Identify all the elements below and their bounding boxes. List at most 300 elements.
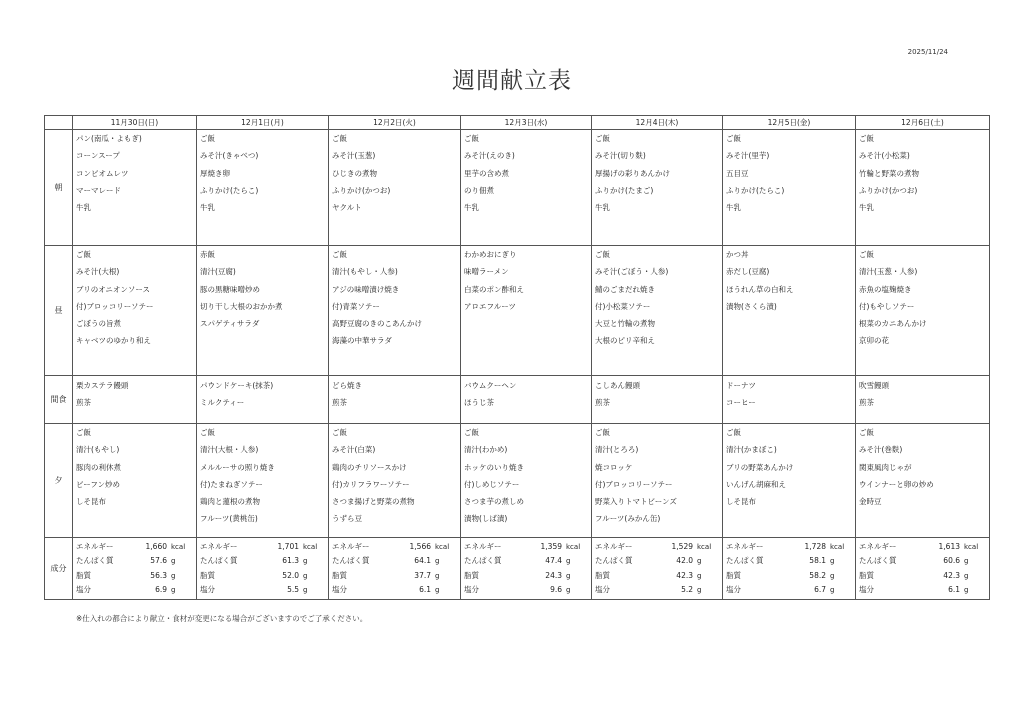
- dish-item: ビーフン炒め: [76, 479, 121, 489]
- dish-item: ほうれん草の白和え: [726, 284, 794, 294]
- dish-item: 厚揚げの彩りあんかけ: [595, 168, 670, 178]
- dish-item: みそ汁(えのき): [464, 151, 515, 161]
- nutrient-protein: [76, 554, 193, 568]
- dish-item: フルーツ(みかん缶): [595, 514, 661, 524]
- dish-item: 赤だし(豆腐): [726, 267, 770, 277]
- nutrient-value: 1,613: [938, 542, 960, 551]
- dish-item: ご飯: [859, 250, 874, 259]
- dish-item: ご飯: [76, 250, 91, 259]
- dish-item: ヤクルト: [332, 203, 362, 213]
- nutrient-unit: g: [830, 557, 835, 566]
- nutrient-fat: [726, 569, 852, 583]
- dish-item: ご飯: [200, 134, 215, 143]
- page-title: 週間献立表: [452, 68, 572, 94]
- dish-item: ふりかけ(かつお): [859, 185, 918, 195]
- nutrient-name: 塩分: [464, 584, 479, 594]
- dish-item: 清汁(かまぼこ): [726, 445, 777, 455]
- nutrient-unit: kcal: [964, 543, 979, 551]
- dish-item: いんげん胡麻和え: [726, 479, 786, 489]
- nutrient-value: 5.2: [681, 584, 693, 594]
- nutrient-salt: [332, 583, 457, 597]
- dish-item: 牛乳: [859, 203, 874, 213]
- dish-item: ブリの野菜あんかけ: [726, 462, 794, 472]
- nutrient-energy: [464, 540, 588, 554]
- nutrient-value: 24.3: [545, 570, 562, 580]
- nutrient-unit: g: [171, 557, 176, 566]
- dish-item: ご飯: [859, 428, 874, 437]
- dish-item: うずら豆: [332, 514, 362, 524]
- nutrient-value: 52.0: [282, 570, 299, 580]
- menu-cell: [592, 130, 723, 246]
- dish-item: 漬物(さくら漬): [726, 301, 777, 311]
- nutrient-value: 1,566: [409, 542, 431, 551]
- dish-item: ご飯: [332, 428, 347, 437]
- nutrition-cell: [73, 538, 197, 600]
- nutrient-value: 60.6: [943, 556, 960, 566]
- day-header: 12月5日(金): [723, 116, 856, 130]
- nutrient-name: 脂質: [859, 570, 874, 580]
- nutrient-unit: kcal: [697, 543, 712, 551]
- dish-list: [856, 246, 989, 351]
- dish-item: 牛乳: [464, 203, 479, 213]
- menu-cell: [197, 424, 329, 538]
- nutrient-name: エネルギー: [332, 542, 370, 551]
- dish-item: 鶏肉と蓮根の煮物: [200, 497, 260, 507]
- dish-item: スパゲティサラダ: [200, 319, 260, 329]
- dish-item: 豚肉の利休煮: [76, 462, 121, 472]
- menu-cell: [723, 130, 856, 246]
- menu-cell: [329, 130, 461, 246]
- dish-list: [856, 424, 989, 511]
- dish-item: 牛乳: [595, 203, 610, 213]
- dinner-row: [45, 424, 990, 538]
- dish-item: どら焼き: [332, 381, 362, 390]
- dish-item: フルーツ(黄桃缶): [200, 514, 258, 524]
- nutrient-unit: kcal: [171, 543, 186, 551]
- nutrient-unit: g: [964, 585, 969, 594]
- nutrient-name: たんぱく質: [200, 556, 238, 566]
- nutrient-energy: [332, 540, 457, 554]
- dish-item: ミルクティー: [200, 398, 245, 408]
- dish-item: メルルーサの照り焼き: [200, 462, 275, 472]
- nutrient-value: 57.6: [150, 556, 167, 566]
- menu-cell: [329, 424, 461, 538]
- nutrient-name: エネルギー: [859, 542, 897, 551]
- nutrient-unit: g: [566, 571, 571, 580]
- dish-item: ブリのオニオンソース: [76, 284, 151, 294]
- dish-item: 清汁(もやし・人参): [332, 267, 398, 277]
- dish-item: 漬物(しば漬): [464, 514, 508, 524]
- dish-item: 根菜のカニあんかけ: [859, 319, 927, 329]
- dish-item: パン(南瓜・よもぎ): [76, 134, 142, 143]
- nutrient-unit: g: [303, 557, 308, 566]
- dish-item: のり佃煮: [464, 185, 494, 195]
- nutrient-name: 塩分: [200, 584, 215, 594]
- nutrient-unit: g: [171, 571, 176, 580]
- nutrient-protein: [332, 554, 457, 568]
- nutrient-name: エネルギー: [595, 542, 633, 551]
- weekly-menu-table: [44, 115, 990, 600]
- menu-cell: [73, 130, 197, 246]
- menu-cell: [197, 130, 329, 246]
- nutrient-salt: [76, 583, 193, 597]
- dish-item: ご飯: [332, 250, 347, 259]
- nutrient-value: 58.2: [809, 570, 826, 580]
- dish-item: 付)カリフラワーソテー: [332, 479, 410, 489]
- dish-item: 白菜のポン酢和え: [464, 284, 524, 294]
- nutrient-fat: [595, 569, 719, 583]
- nutrient-value: 58.1: [809, 556, 826, 566]
- nutrition-cell: [723, 538, 856, 600]
- dish-item: 牛乳: [200, 203, 215, 213]
- nutrient-name: 塩分: [76, 584, 91, 594]
- nutrition-cell: [329, 538, 461, 600]
- dish-item: 厚焼き卵: [200, 168, 230, 178]
- nutrient-protein: [726, 554, 852, 568]
- dish-list: [329, 376, 460, 413]
- nutrient-value: 42.3: [943, 570, 960, 580]
- dish-item: ドーナツ: [726, 381, 756, 390]
- nutrient-protein: [595, 554, 719, 568]
- nutrient-value: 42.3: [676, 570, 693, 580]
- nutrient-fat: [332, 569, 457, 583]
- dish-item: ごぼうの旨煮: [76, 319, 121, 329]
- nutrient-value: 1,529: [671, 542, 693, 551]
- dish-item: 煎茶: [859, 398, 874, 408]
- lunch-row: [45, 246, 990, 376]
- menu-cell: [592, 424, 723, 538]
- nutrient-unit: g: [830, 585, 835, 594]
- dish-item: コンビオムレツ: [76, 168, 129, 178]
- nutrient-value: 42.0: [676, 556, 693, 566]
- nutrient-value: 6.7: [814, 584, 826, 594]
- dish-item: パウンドケーキ(抹茶): [200, 381, 274, 390]
- dish-item: ご飯: [595, 428, 610, 437]
- dish-item: かつ丼: [726, 250, 749, 259]
- nutrient-unit: g: [303, 571, 308, 580]
- nutrient-name: たんぱく質: [464, 556, 502, 566]
- dish-item: ご飯: [595, 134, 610, 143]
- issue-date: 2025/11/24: [907, 48, 948, 56]
- dish-item: 赤飯: [200, 250, 215, 259]
- dish-item: 京卯の花: [859, 336, 889, 346]
- nutrient-unit: g: [303, 585, 308, 594]
- dish-list: [329, 130, 460, 217]
- dish-list: [592, 424, 722, 529]
- dish-item: 清汁(豆腐): [200, 267, 236, 277]
- dish-list: [723, 376, 855, 413]
- nutrient-value: 6.1: [948, 584, 960, 594]
- dish-item: 里芋の含め煮: [464, 168, 509, 178]
- nutrient-name: 脂質: [200, 570, 215, 580]
- nutrient-value: 47.4: [545, 556, 562, 566]
- dish-item: みそ汁(大根): [76, 267, 120, 277]
- dish-item: 関東風肉じゃが: [859, 462, 912, 472]
- nutrition-cell: [197, 538, 329, 600]
- dish-item: 赤魚の塩麹焼き: [859, 284, 912, 294]
- nutrient-salt: [595, 583, 719, 597]
- dish-item: 清汁(大根・人参): [200, 445, 259, 455]
- nutrient-name: 塩分: [726, 584, 741, 594]
- menu-cell: [73, 246, 197, 376]
- dish-item: ご飯: [595, 250, 610, 259]
- menu-cell: [73, 376, 197, 424]
- dish-item: 焼コロッケ: [595, 462, 633, 472]
- dish-item: 味噌ラーメン: [464, 267, 509, 277]
- dish-list: [73, 376, 196, 413]
- dish-item: 付)もやしソテー: [859, 301, 915, 311]
- nutrient-unit: g: [697, 557, 702, 566]
- nutrient-value: 64.1: [414, 556, 431, 566]
- dish-item: 付)ブロッコリーソテー: [595, 479, 673, 489]
- nutrient-fat: [200, 569, 325, 583]
- menu-cell: [197, 376, 329, 424]
- dish-item: ご飯: [859, 134, 874, 143]
- dish-item: ふりかけ(かつお): [332, 185, 391, 195]
- dish-item: バウムクーヘン: [464, 381, 517, 390]
- dish-item: 栗カステラ饅頭: [76, 381, 129, 390]
- menu-cell: [723, 376, 856, 424]
- nutrient-name: たんぱく質: [595, 556, 633, 566]
- nutrient-salt: [726, 583, 852, 597]
- day-header: 12月4日(木): [592, 116, 723, 130]
- dish-list: [461, 424, 591, 529]
- dish-item: 煎茶: [76, 398, 91, 408]
- dish-item: ご飯: [726, 134, 741, 143]
- dish-item: ご飯: [200, 428, 215, 437]
- dish-item: みそ汁(切り麩): [595, 151, 646, 161]
- dish-item: 金時豆: [859, 497, 882, 507]
- nutrient-salt: [200, 583, 325, 597]
- dish-item: コーヒー: [726, 398, 756, 408]
- dish-item: 大豆と竹輪の煮物: [595, 319, 655, 329]
- nutrient-unit: g: [435, 557, 440, 566]
- dish-item: さつま芋の煮しめ: [464, 497, 524, 507]
- dish-item: ホッケのいり焼き: [464, 462, 524, 472]
- dish-item: マーマレード: [76, 185, 121, 195]
- dish-item: みそ汁(白菜): [332, 445, 376, 455]
- dish-item: 野菜入りトマトビーンズ: [595, 497, 677, 507]
- footer-note: ※仕入れの都合により献立・食材が変更になる場合がございますのでご了承ください。: [76, 614, 368, 623]
- nutrient-name: 脂質: [76, 570, 91, 580]
- nutrient-energy: [859, 540, 986, 554]
- dish-item: ほうじ茶: [464, 398, 494, 408]
- menu-cell: [856, 376, 990, 424]
- dish-list: [723, 246, 855, 316]
- dish-list: [592, 246, 722, 351]
- dish-item: 竹輪と野菜の煮物: [859, 168, 919, 178]
- dish-item: 牛乳: [726, 203, 741, 213]
- dish-item: 吹雪饅頭: [859, 381, 889, 390]
- nutrient-unit: g: [171, 585, 176, 594]
- nutrient-unit: g: [830, 571, 835, 580]
- dish-item: 煎茶: [332, 398, 347, 408]
- nutrient-name: エネルギー: [76, 542, 114, 551]
- dish-list: [856, 376, 989, 413]
- dish-list: [73, 130, 196, 217]
- dish-item: ひじきの煮物: [332, 168, 377, 178]
- header-row: [45, 116, 990, 130]
- nutrient-unit: g: [435, 571, 440, 580]
- day-header: 12月1日(月): [197, 116, 329, 130]
- nutrient-name: たんぱく質: [76, 556, 114, 566]
- dish-list: [856, 130, 989, 217]
- dish-item: 大根のピリ辛和え: [595, 336, 655, 346]
- dish-item: 付)青菜ソテー: [332, 301, 380, 311]
- dish-item: こしあん饅頭: [595, 381, 640, 390]
- nutrient-value: 5.5: [287, 584, 299, 594]
- menu-cell: [856, 424, 990, 538]
- menu-cell: [856, 246, 990, 376]
- dish-item: みそ汁(小松菜): [859, 151, 910, 161]
- nutrient-unit: g: [964, 571, 969, 580]
- dish-item: 鯖のごまだれ焼き: [595, 284, 655, 294]
- nutrient-energy: [726, 540, 852, 554]
- dish-item: 鶏肉のチリソースかけ: [332, 462, 407, 472]
- nutrient-energy: [76, 540, 193, 554]
- nutrition-row: [45, 538, 990, 600]
- nutrient-value: 1,701: [277, 542, 299, 551]
- dish-item: 牛乳: [76, 203, 91, 213]
- menu-cell: [723, 246, 856, 376]
- dish-item: 清汁(わかめ): [464, 445, 508, 455]
- dish-list: [592, 130, 722, 217]
- dish-item: ふりかけ(たらこ): [200, 185, 259, 195]
- nutrient-name: 塩分: [595, 584, 610, 594]
- snack-row: [45, 376, 990, 424]
- meal-label: 間食: [45, 376, 73, 424]
- nutrient-protein: [464, 554, 588, 568]
- nutrient-energy: [200, 540, 325, 554]
- dish-item: 豚の黒糖味噌炒め: [200, 284, 260, 294]
- dish-item: みそ汁(巻麩): [859, 445, 903, 455]
- meal-label: 昼: [45, 246, 73, 376]
- dish-list: [723, 130, 855, 217]
- dish-list: [461, 130, 591, 217]
- nutrient-unit: kcal: [566, 543, 581, 551]
- dish-item: コーンスープ: [76, 151, 120, 161]
- dish-list: [329, 424, 460, 529]
- dish-item: 付)たまねぎソテー: [200, 479, 263, 489]
- nutrient-protein: [200, 554, 325, 568]
- dish-item: 付)しめじソテー: [464, 479, 520, 489]
- dish-item: 切り干し大根のおかか煮: [200, 301, 283, 311]
- breakfast-row: [45, 130, 990, 246]
- dish-item: 清汁(玉葱・人参): [859, 267, 918, 277]
- nutrition-label: 成分: [45, 538, 73, 600]
- menu-cell: [329, 376, 461, 424]
- nutrient-unit: g: [697, 571, 702, 580]
- dish-item: キャベツのゆかり和え: [76, 336, 151, 346]
- dish-list: [73, 246, 196, 351]
- nutrient-fat: [859, 569, 986, 583]
- nutrient-name: 塩分: [332, 584, 347, 594]
- dish-list: [461, 246, 591, 316]
- nutrient-unit: g: [566, 557, 571, 566]
- menu-cell: [461, 424, 592, 538]
- dish-item: アロエフルーツ: [464, 301, 516, 311]
- menu-cell: [461, 376, 592, 424]
- dish-list: [197, 424, 328, 529]
- nutrient-unit: kcal: [435, 543, 450, 551]
- nutrient-value: 1,728: [804, 542, 826, 551]
- nutrient-unit: g: [697, 585, 702, 594]
- meal-label: 夕: [45, 424, 73, 538]
- nutrient-value: 6.1: [419, 584, 431, 594]
- menu-cell: [197, 246, 329, 376]
- menu-cell: [856, 130, 990, 246]
- dish-list: [592, 376, 722, 413]
- dish-list: [723, 424, 855, 511]
- nutrient-value: 1,359: [540, 542, 562, 551]
- dish-item: さつま揚げと野菜の煮物: [332, 497, 415, 507]
- dish-item: 付)ブロッコリーソテー: [76, 301, 154, 311]
- nutrient-value: 6.9: [155, 584, 167, 594]
- dish-list: [197, 130, 328, 217]
- nutrient-name: エネルギー: [726, 542, 764, 551]
- day-header: 11月30日(日): [73, 116, 197, 130]
- day-header: 12月3日(水): [461, 116, 592, 130]
- nutrient-value: 61.3: [282, 556, 299, 566]
- nutrient-name: 脂質: [464, 570, 479, 580]
- nutrient-protein: [859, 554, 986, 568]
- dish-item: 清汁(もやし): [76, 445, 120, 455]
- nutrient-salt: [464, 583, 588, 597]
- dish-item: しそ昆布: [726, 497, 756, 507]
- nutrition-cell: [461, 538, 592, 600]
- nutrient-fat: [464, 569, 588, 583]
- nutrition-cell: [592, 538, 723, 600]
- nutrient-energy: [595, 540, 719, 554]
- dish-item: ご飯: [464, 134, 479, 143]
- meal-label: 朝: [45, 130, 73, 246]
- menu-cell: [592, 246, 723, 376]
- menu-cell: [461, 246, 592, 376]
- nutrient-unit: g: [435, 585, 440, 594]
- nutrient-name: たんぱく質: [332, 556, 370, 566]
- nutrient-unit: kcal: [303, 543, 318, 551]
- dish-item: みそ汁(里芋): [726, 151, 770, 161]
- menu-cell: [723, 424, 856, 538]
- dish-item: わかめおにぎり: [464, 250, 517, 259]
- dish-item: 煎茶: [595, 398, 610, 408]
- dish-item: みそ汁(ごぼう・人参): [595, 267, 669, 277]
- nutrient-unit: g: [566, 585, 571, 594]
- nutrient-value: 9.6: [550, 584, 562, 594]
- dish-item: しそ昆布: [76, 497, 106, 507]
- dish-item: ご飯: [332, 134, 347, 143]
- dish-item: ご飯: [464, 428, 479, 437]
- dish-item: みそ汁(玉葱): [332, 151, 376, 161]
- nutrient-name: 塩分: [859, 584, 874, 594]
- nutrient-name: たんぱく質: [859, 556, 897, 566]
- dish-item: みそ汁(きゃべつ): [200, 151, 259, 161]
- day-header: 12月6日(土): [856, 116, 990, 130]
- menu-cell: [592, 376, 723, 424]
- dish-item: 海藻の中華サラダ: [332, 336, 392, 346]
- dish-list: [197, 246, 328, 333]
- nutrient-name: 脂質: [332, 570, 347, 580]
- dish-item: 清汁(とろろ): [595, 445, 639, 455]
- nutrition-cell: [856, 538, 990, 600]
- dish-item: ふりかけ(たらこ): [726, 185, 785, 195]
- dish-list: [461, 376, 591, 413]
- dish-list: [329, 246, 460, 351]
- nutrient-fat: [76, 569, 193, 583]
- dish-item: 五目豆: [726, 168, 749, 178]
- dish-item: ウインナーと卵の炒め: [859, 479, 934, 489]
- dish-item: ご飯: [726, 428, 741, 437]
